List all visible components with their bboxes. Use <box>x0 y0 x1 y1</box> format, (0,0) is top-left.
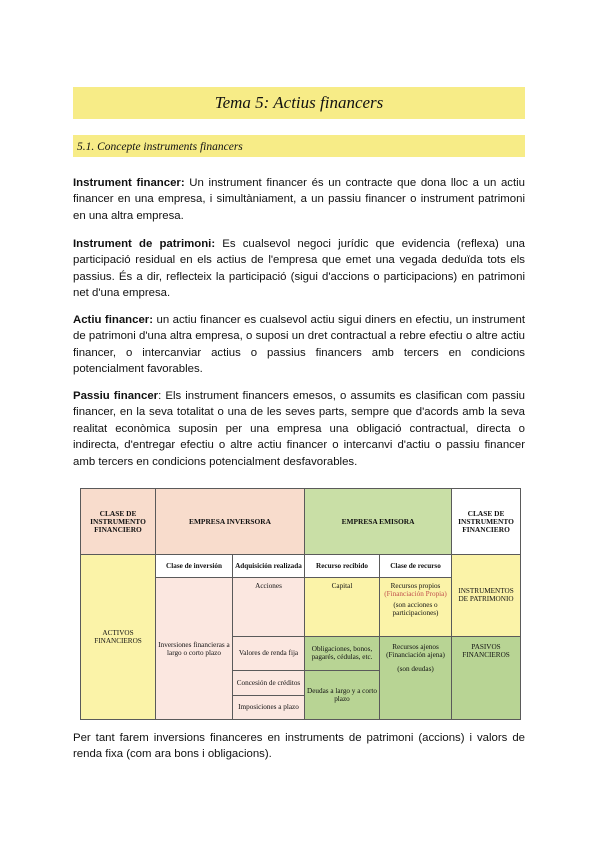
paragraph-instrument-patrimoni <box>73 236 525 302</box>
cell-capital: Capital <box>305 578 380 636</box>
son-deudas-label: (son deudas) <box>397 664 434 673</box>
cell-acciones: Acciones <box>233 578 305 636</box>
cell-pasivos-financieros: PASIVOS FINANCIEROS <box>452 636 521 719</box>
header-clase-instrumento: CLASE DE INSTRUMENTO FINANCIERO <box>81 489 156 555</box>
term-label: Passiu financer <box>73 390 159 402</box>
cell-deudas: Deudas a largo y a corto plazo <box>305 670 380 719</box>
header-empresa-inversora: EMPRESA INVERSORA <box>156 489 305 555</box>
page-title: Tema 5: Actius financers <box>214 93 384 112</box>
term-label: Actiu financer: <box>73 314 154 326</box>
subheader-clase-recurso: Clase de recurso <box>380 555 452 578</box>
son-acciones-label: (son acciones o participaciones) <box>392 601 439 618</box>
title-banner <box>73 87 525 119</box>
header-empresa-emisora: EMPRESA EMISORA <box>305 489 452 555</box>
cell-inversiones-financieras: Inversiones financieras a largo o corto plazo <box>156 578 233 720</box>
financiacion-ajena-label: (Financiación ajena) <box>386 650 445 659</box>
paragraph-actiu-financer <box>73 312 525 378</box>
cell-recursos-ajenos <box>380 636 452 719</box>
section-title: 5.1. Concepte instruments financers <box>77 141 243 153</box>
definition-text: Es cualsevol negoci jurídic que evidencia (reflexa) una participació residual en els actius de l'empresa que emet una vegada deduïda tots els passius. És a dir, reflecteix la participació (sigui d'accions o participacions) en patrimoni net d'una empresa. <box>73 238 525 300</box>
recursos-ajenos-label: Recursos ajenos <box>392 642 439 651</box>
term-label: Instrument de patrimoni: <box>73 238 216 250</box>
definition-text: un actiu financer es cualsevol actiu sigui diners en efectiu, un instrument de patrimoni d'una altra empresa, o suposi un dret contractual a rebre efectiu o altre actiu financer, o intercanviar actius o passius financers amb tercers en condicions potencialment favorables. <box>73 314 526 376</box>
cell-concesion-creditos: Concesión de créditos <box>233 670 305 695</box>
paragraph-passiu-financer <box>73 388 525 470</box>
subheader-adquisicion: Adquisición realizada <box>233 555 305 578</box>
cell-activos-financieros: ACTIVOS FINANCIEROS <box>81 555 156 720</box>
section-banner <box>73 135 525 157</box>
paragraph-instrument-financer <box>73 175 525 224</box>
subheader-recurso-recibido: Recurso recibido <box>305 555 380 578</box>
financial-instruments-table <box>80 488 521 720</box>
recursos-propios-label: Recursos propios <box>390 582 441 591</box>
subheader-clase-inversion: Clase de inversión <box>156 555 233 578</box>
paragraph-conclusion <box>73 730 525 763</box>
cell-valores-renda-fija: Valores de renda fija <box>233 636 305 670</box>
cell-imposiciones: Imposiciones a plazo <box>233 695 305 719</box>
definition-text: : Els instrument financers emesos, o assumits es clasifican com passiu financer, en la seva totalitat o una de les seves parts, sempre que d'acords amb la seva realitat econòmica suposin per una empresa una obligació contractual, directa o indirecta, d'entregar efectiu o altre actiu financer o intercanvi d'actiu o passiu financer amb tercers en condicions potencialment desfavorables. <box>73 390 525 468</box>
cell-obligaciones: Obligaciones, bonos, pagarés, cédulas, etc. <box>305 636 380 670</box>
financiacion-propia-label: (Financiación Propia) <box>384 590 447 599</box>
header-clase-instrumento-2: CLASE DE INSTRUMENTO FINANCIERO <box>452 489 521 555</box>
conclusion-text: Per tant farem inversions financeres en instruments de patrimoni (accions) i valors de renda fixa (com ara bons i obligacions). <box>73 732 525 761</box>
definition-text: Un instrument financer és un contracte que dona lloc a un actiu financer en una empresa, i simultàniament, a un passiu financer o instrument patrimoni en una altra empresa. <box>73 177 526 222</box>
cell-instrumentos-patrimonio: INSTRUMENTOS DE PATRIMONIO <box>452 555 521 636</box>
cell-recursos-propios <box>380 578 452 636</box>
term-label: Instrument financer: <box>73 177 185 189</box>
